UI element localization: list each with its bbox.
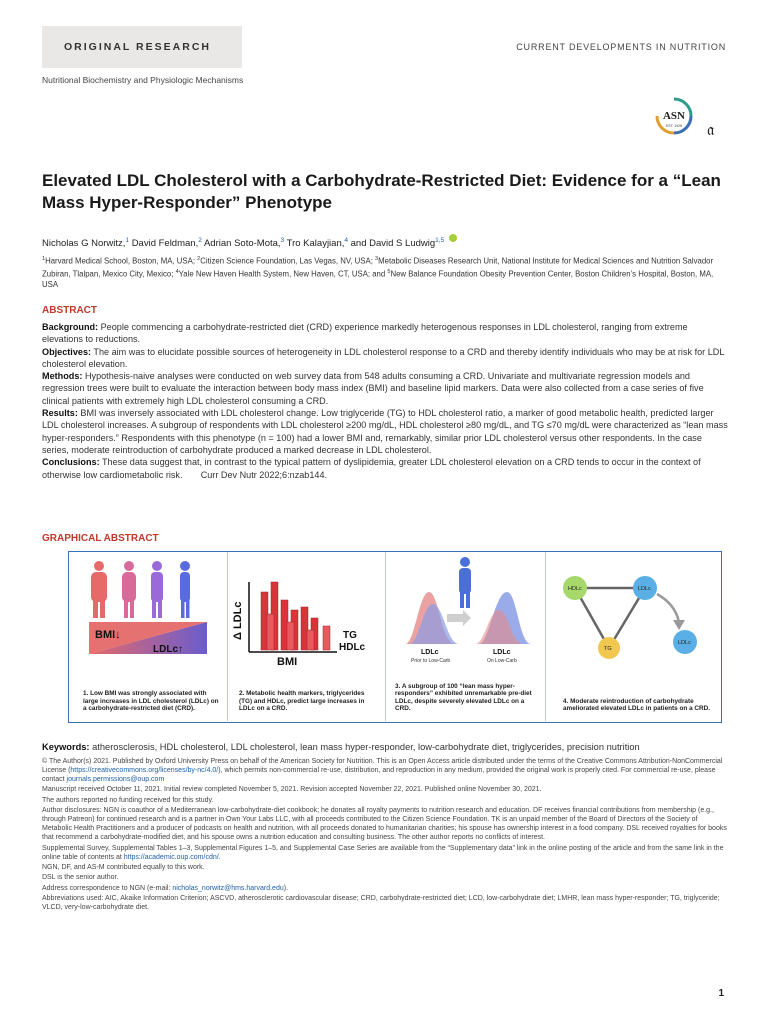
- journal-name: CURRENT DEVELOPMENTS IN NUTRITION: [516, 42, 726, 52]
- license-link[interactable]: https://creativecommons.org/licenses/by-nc/4.0/: [70, 767, 219, 775]
- page-number: 1: [718, 988, 724, 999]
- license-note: © The Author(s) 2021. Published by Oxford University Press on behalf of the American Society for Nutrition. This is an Open Access article distributed under the terms of the Creative Commons Attribution-NonCommercial License (https://creativecommons.org/licenses/by-nc/4.0/), which permits non-commercial re-use, distribution, and reproduction in any medium, provided the original work is properly cited. For commercial re-use, please contact journals.permissions@oup.com: [42, 758, 723, 784]
- ldlc-up-label: LDLc↑: [153, 644, 183, 655]
- ldlc-on-label: LDLc: [493, 649, 511, 656]
- abbreviations-note: Abbreviations used: AIC, Akaike Information Criterion; ASCVD, atherosclerotic cardiovascular disease; CRD, carbohydrate-restricted diet; LCD, low-carbohydrate diet; LMHR, lean mass hyper-responder; TG, triglyceride; VLCD, very-low-carbohydrate diet.: [42, 894, 720, 911]
- author[interactable]: and David S Ludwig$^{1,5}$: [350, 236, 445, 249]
- asn-logo-sub: EST. 1928: [665, 124, 683, 128]
- correspondence-email-link[interactable]: nicholas_norwitz@hms.harvard.edu: [172, 884, 284, 892]
- orcid-icon[interactable]: [449, 234, 457, 242]
- fine-print: [42, 757, 728, 913]
- author-list: [42, 234, 457, 249]
- abstract-objectives: Objectives: The aim was to elucidate possible sources of heterogeneity in LDL cholesterol response to a CRD and thereby identify individuals who may be at risk for LDL cholesterol elevation.: [42, 346, 725, 369]
- ga-caption-1: 1. Low BMI was strongly associated with large increases in LDL cholesterol (LDLc) on a carbohydrate-restricted diet (CRD).: [83, 690, 219, 713]
- bar-3d-illustration: [227, 552, 385, 672]
- supplemental-link[interactable]: https://academic.oup.com/cdn/: [123, 853, 219, 861]
- disclosures-note: Author disclosures: NGN is coauthor of a Mediterranean low-carbohydrate-diet cookbook; he donates all royalty payments to nutrition research and education. DF receives financial contributions from membership (e.g., through Patreon) for continued research and is a partner in Own Your Labs LLC, with all proceeds contributed to the Citizen Science Foundation. TK is an unpaid member of the Board of Directors of the Society of Metabolic Health Practitioners and a producer of podcasts on health and nutrition, with all proceeds donated to humanitarian charities; his spouse has ownership interest in a food company. DSL received royalties for books that recommend a carbohydrate-modified diet, and his spouse owns a nutrition education and consulting business. The other author reports no conflicts of interest.: [42, 807, 727, 842]
- ga-caption-4: 4. Moderate reintroduction of carbohydrate ameliorated elevated LDLc in patients on a CRD.: [563, 697, 711, 713]
- graphical-abstract-heading: GRAPHICAL ABSTRACT: [42, 533, 159, 544]
- triangle-illustration: [545, 552, 720, 672]
- ldlc-node-label: LDLc: [638, 586, 651, 592]
- delta-ldlc-label: Δ LDLc: [232, 601, 244, 640]
- graphical-abstract: [68, 551, 722, 723]
- on-sub-label: On Low-Carb: [487, 658, 517, 664]
- hdlc-node-label: HDLc: [568, 586, 582, 592]
- manuscript-dates: Manuscript received October 11, 2021. Initial review completed November 5, 2021. Revision accepted November 22, 2021. Published online November 30, 2021.: [42, 786, 542, 794]
- bmi-down-label: BMI↓: [95, 629, 121, 641]
- correspondence-note: Address correspondence to NGN (e-mail: nicholas_norwitz@hms.harvard.edu).: [42, 884, 289, 892]
- bmi-axis-label: BMI: [277, 656, 298, 668]
- distribution-illustration: [385, 552, 545, 672]
- abstract-body: [42, 321, 728, 481]
- ldlc-prior-label: LDLc: [421, 649, 439, 656]
- tg-label: TG: [343, 630, 357, 641]
- abstract-results: Results: BMI was inversely associated with LDL cholesterol change. Low triglyceride (TG) to HDL cholesterol ratio, a marker of good metabolic health, predicted larger LDL cholesterol increases. A subgroup of respondents with LDL cholesterol ≥200 mg/dL, HDL cholesterol ≥80 mg/dL, and TG ≤70 mg/dL were characterized as “lean mass hyper-responders.” Respondents with this phenotype (n = 100) had a lower BMI and, remarkably, similar prior LDL cholesterol versus other respondents. In the case series, moderate reintroduction of carbohydrate produced a marked decrease in LDL cholesterol.: [42, 408, 728, 455]
- author[interactable]: David Feldman,$^2$: [131, 236, 202, 249]
- keywords: Keywords: atherosclerosis, HDL cholesterol, LDL cholesterol, lean mass hyper-responder, low-carbohydrate diet, triglycerides, precision nutrition: [42, 742, 640, 752]
- ga-caption-2: 2. Metabolic health markers, triglycerides (TG) and HDLc, predict large increases in LDLc on a CRD.: [239, 690, 365, 713]
- body-figures-illustration: [69, 552, 227, 672]
- ga-caption-3: 3. A subgroup of 100 “lean mass hyper-responders” exhibited unremarkable pre-diet LDLc, despite severely elevated LDLc on a CRD.: [395, 682, 532, 713]
- ga-panel-1: [69, 552, 228, 721]
- equal-contribution-note: NGN, DF, and AS-M contributed equally to this work.: [42, 863, 205, 871]
- prior-sub-label: Prior to Low-Carb: [411, 658, 451, 664]
- affiliations: $^1$Harvard Medical School, Boston, MA, USA; $^2$Citizen Science Foundation, Las Vegas, NV, USA; $^3$Metabolic Diseases Research Unit, National Institute for Medical Sciences and Nutrition Salvador Zubiran, Tlalpan, Mexico City, Mexico; $^4$Yale New Haven Health System, New Haven, CT, USA; and $^5$New Balance Foundation Obesity Prevention Center, Boston Children’s Hospital, Boston, MA, USA: [42, 256, 714, 290]
- senior-author-note: DSL is the senior author.: [42, 874, 119, 882]
- asn-logo: [654, 96, 694, 136]
- hdlc-label: HDLc: [339, 642, 366, 653]
- funding-note: The authors reported no funding received for this study.: [42, 796, 214, 804]
- asn-logo-text: ASN: [662, 110, 686, 122]
- abstract-heading: ABSTRACT: [42, 305, 97, 316]
- supplemental-note: Supplemental Survey, Supplemental Tables 1–3, Supplemental Figures 1–5, and Supplemental Case Series are available from the “Supplementary data” link in the online posting of the article and from the same link in the online table of contents at https://academic.oup.com/cdn/.: [42, 844, 724, 861]
- ga-panel-4: [545, 552, 720, 721]
- tg-node-label: TG: [604, 646, 612, 652]
- abstract-methods: Methods: Hypothesis-naive analyses were conducted on web survey data from 548 adults consuming a CRD. Univariate and multivariate regression models and regression trees were built to evaluate the interaction between body mass index (BMI) and baseline lipid markers. Data were also collected from a case series of five clinical patients with extremely high LDL cholesterol consuming a CRD.: [42, 371, 704, 406]
- article-type-label: ORIGINAL RESEARCH: [64, 41, 211, 53]
- abstract-conclusions: Conclusions: These data suggest that, in contrast to the typical pattern of dyslipidemia, greater LDL cholesterol elevation on a CRD tends to occur in the context of otherwise low cardiometabolic risk. Curr Dev Nutr 2022;6:nzab144.: [42, 457, 701, 480]
- article-title: Elevated LDL Cholesterol with a Carbohydrate-Restricted Diet: Evidence for a “Lean Mass Hyper-Responder” Phenotype: [42, 171, 721, 212]
- author[interactable]: Nicholas G Norwitz,$^1$: [42, 236, 130, 249]
- author[interactable]: Tro Kalayjian,$^4$: [286, 236, 348, 249]
- abstract-background: Background: People commencing a carbohydrate-restricted diet (CRD) experience markedly heterogenous responses in LDL cholesterol, ranging from extreme elevations to reductions.: [42, 322, 688, 345]
- ga-panel-2: [227, 552, 386, 721]
- ga-panel-3: [385, 552, 546, 721]
- section-label: Nutritional Biochemistry and Physiologic Mechanisms: [42, 75, 244, 85]
- ldlc-reduced-node-label: LDLc: [678, 640, 691, 646]
- open-access-icon[interactable]: 𝔞: [707, 120, 715, 139]
- permissions-email-link[interactable]: journals.permissions@oup.com: [66, 776, 165, 784]
- author[interactable]: Adrian Soto-Mota,$^3$: [203, 236, 285, 249]
